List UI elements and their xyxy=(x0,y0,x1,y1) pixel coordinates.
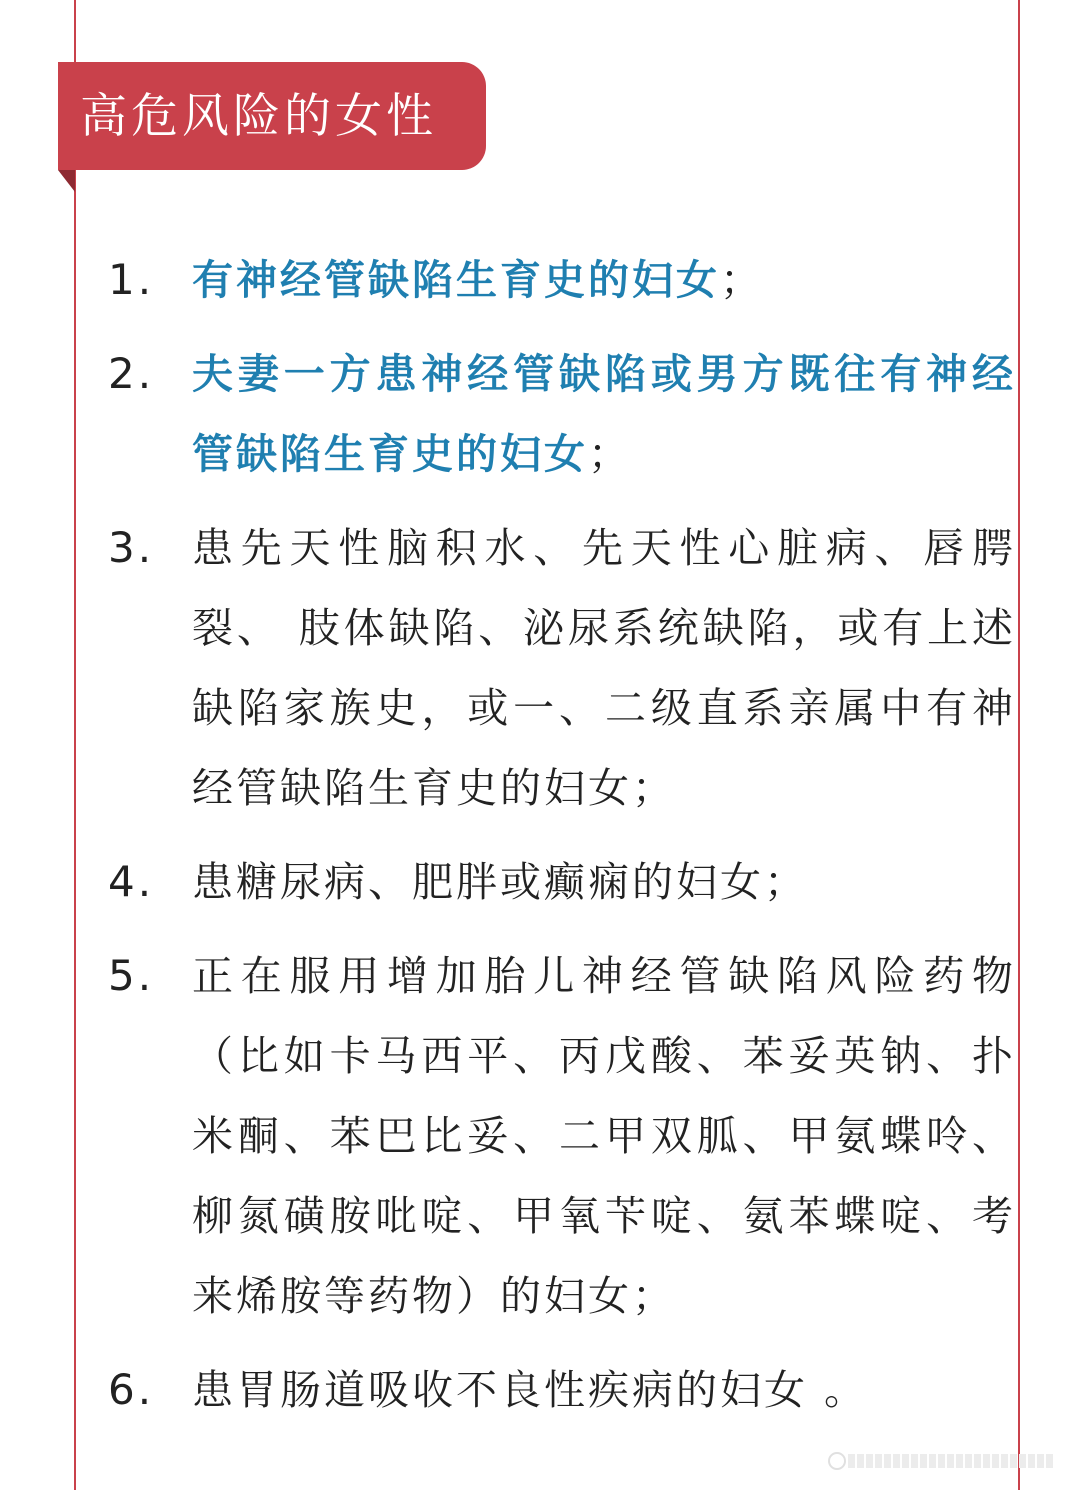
item-number: 4. xyxy=(108,857,155,906)
item-text xyxy=(192,936,1016,1336)
watermark-decoration xyxy=(828,1452,1070,1470)
item-text xyxy=(192,1350,1016,1430)
item-body-text: ； xyxy=(588,430,632,478)
section-header-tab xyxy=(58,62,486,170)
item-body-text: ； xyxy=(720,256,764,304)
item-number: 1. xyxy=(108,255,155,304)
list-item xyxy=(108,1350,1016,1430)
left-border-line xyxy=(74,0,76,1490)
item-body-text: 患先天性脑积水、先天性心脏病、唇腭裂、 肢体缺陷、泌尿系统缺陷，或有上述缺陷家族史，或一、二级直系亲属中有神经管缺陷生育史的妇女； xyxy=(192,524,1016,812)
item-highlight-text: 夫妻一方患神经管缺陷或男方既往有神经管缺陷生育史的妇女 xyxy=(192,350,1016,478)
watermark-circle-icon xyxy=(828,1452,846,1470)
list-item xyxy=(108,936,1016,1336)
list-item xyxy=(108,842,1016,922)
list-item xyxy=(108,508,1016,828)
right-border-line xyxy=(1018,0,1020,1490)
item-number: 5. xyxy=(108,951,155,1000)
header-fold-decoration xyxy=(58,170,75,192)
section-title: 高危风险的女性 xyxy=(80,88,437,144)
risk-list xyxy=(108,240,1016,1444)
item-text xyxy=(192,240,1016,320)
item-number: 6. xyxy=(108,1365,155,1414)
item-body-text: 患糖尿病、肥胖或癫痫的妇女； xyxy=(192,858,808,906)
item-text xyxy=(192,334,1016,494)
item-text xyxy=(192,842,1016,922)
item-number: 2. xyxy=(108,349,155,398)
item-highlight-text: 有神经管缺陷生育史的妇女 xyxy=(192,256,720,304)
item-body-text: 患胃肠道吸收不良性疾病的妇女 。 xyxy=(192,1366,869,1414)
list-item xyxy=(108,240,1016,320)
item-text xyxy=(192,508,1016,828)
list-item xyxy=(108,334,1016,494)
item-number: 3. xyxy=(108,523,155,572)
item-body-text: 正在服用增加胎儿神经管缺陷风险药物（比如卡马西平、丙戊酸、苯妥英钠、扑米酮、苯巴比妥、二甲双胍、甲氨蝶呤、柳氮磺胺吡啶、甲氧苄啶、氨苯蝶啶、考来烯胺等药物）的妇女； xyxy=(192,952,1016,1320)
